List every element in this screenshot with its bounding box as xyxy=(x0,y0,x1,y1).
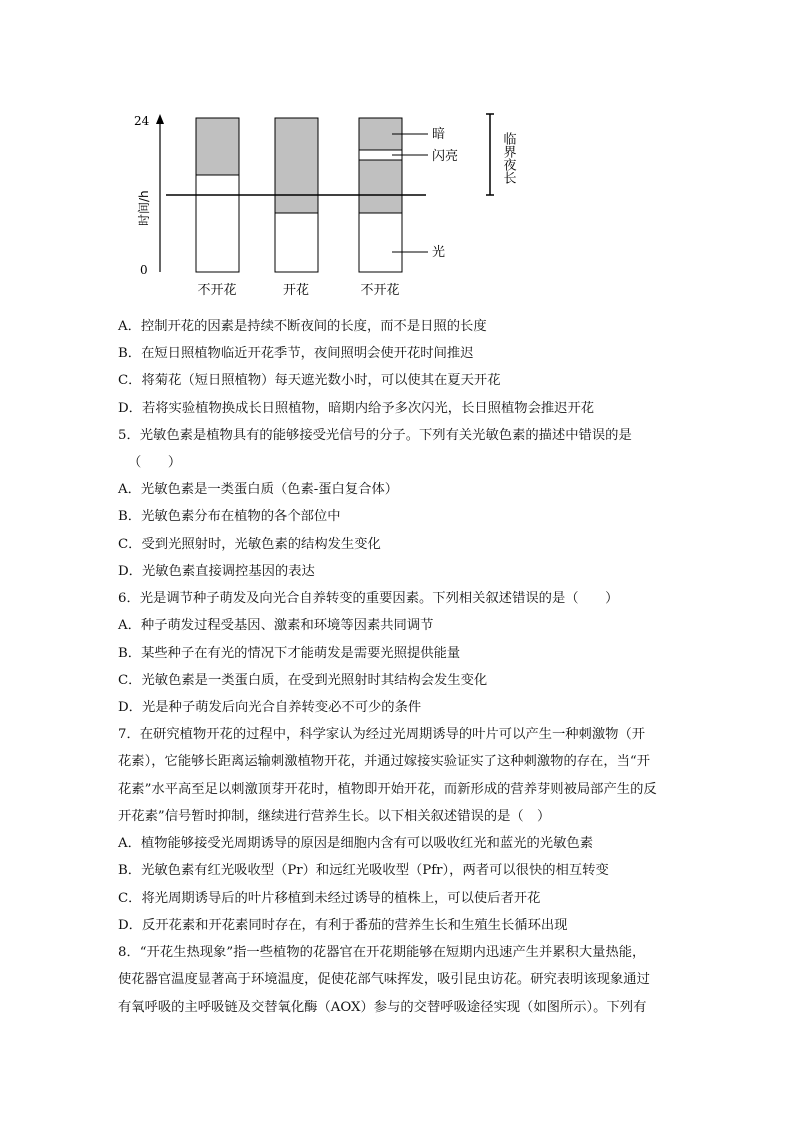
col1-dark xyxy=(196,118,239,175)
figure-svg xyxy=(128,108,548,303)
question-7-stem-4: 开花素”信号暂时抑制，继续进行营养生长。以下相关叙述错误的是（ ） xyxy=(118,809,551,824)
question-5-stem: 5．光敏色素是植物具有的能够接受光信号的分子。下列有关光敏色素的描述中错误的是 xyxy=(118,428,632,443)
y-axis-label: 时间/h xyxy=(137,190,151,226)
y-bottom-tick: 0 xyxy=(140,263,148,277)
q5-option-a: A．光敏色素是一类蛋白质（色素-蛋白复合体） xyxy=(118,482,399,497)
q6-option-d: D．光是种子萌发后向光合自养转变必不可少的条件 xyxy=(118,700,422,715)
question-8-stem-1: 8．“开花生热现象”指一些植物的花器官在开花期能够在短期内迅速产生并累积大量热能， xyxy=(118,945,646,960)
col3-label: 不开花 xyxy=(360,283,400,298)
legend-flash: 闪亮 xyxy=(432,149,459,164)
option-c: C．将菊花（短日照植物）每天遮光数小时，可以使其在夏天开花 xyxy=(118,373,501,388)
question-5-blank: （ ） xyxy=(128,455,182,470)
q7-option-a: A．植物能够接受光周期诱导的原因是细胞内含有可以吸收红光和蓝光的光敏色素 xyxy=(118,836,593,851)
col2-label: 开花 xyxy=(282,283,310,298)
flowering-figure xyxy=(128,108,548,303)
q6-option-c: C．光敏色素是一类蛋白质，在受到光照射时其结构会发生变化 xyxy=(118,673,488,688)
option-b: B．在短日照植物临近开花季节，夜间照明会使开花时间推迟 xyxy=(118,346,474,361)
q7-option-b: B．光敏色素有红光吸收型（Pr）和远红光吸收型（Pfr），两者可以很快的相互转变 xyxy=(118,863,609,878)
col2-light xyxy=(275,213,318,272)
col2-dark xyxy=(275,118,318,213)
question-7-stem-3: 花素”水平高至足以刺激顶芽开花时，植物即开始开花，而新形成的营养芽则被局部产生的反 xyxy=(118,782,657,797)
q6-option-a: A．种子萌发过程受基因、激素和环境等因素共同调节 xyxy=(118,618,434,633)
y-axis-arrow xyxy=(156,114,164,124)
legend-dark: 暗 xyxy=(432,127,446,142)
col1-label: 不开花 xyxy=(197,283,237,298)
col3-dark-bottom xyxy=(359,160,402,213)
question-6-stem: 6．光是调节种子萌发及向光合自养转变的重要因素。下列相关叙述错误的是（ ） xyxy=(118,591,619,606)
option-d: D．若将实验植物换成长日照植物，暗期内给予多次闪光，长日照植物会推迟开花 xyxy=(118,401,595,416)
critical-night-label: 临界夜长 xyxy=(500,132,516,184)
q6-option-b: B．某些种子在有光的情况下才能萌发是需要光照提供能量 xyxy=(118,646,461,661)
q7-option-d: D．反开花素和开花素同时存在，有利于番茄的营养生长和生殖生长循环出现 xyxy=(118,918,568,933)
y-top-tick: 24 xyxy=(134,114,150,128)
q5-option-d: D．光敏色素直接调控基因的表达 xyxy=(118,564,315,579)
q5-option-c: C．受到光照射时，光敏色素的结构发生变化 xyxy=(118,537,381,552)
col3-light xyxy=(359,213,402,272)
col1-light xyxy=(196,175,239,272)
question-8-stem-3: 有氧呼吸的主呼吸链及交替氧化酶（AOX）参与的交替呼吸途径实现（如图所示）。下列有 xyxy=(118,1000,647,1015)
legend-light: 光 xyxy=(432,245,446,260)
q7-option-c: C．将光周期诱导后的叶片移植到未经过诱导的植株上，可以使后者开花 xyxy=(118,891,541,906)
q5-option-b: B．光敏色素分布在植物的各个部位中 xyxy=(118,509,341,524)
question-7-stem-1: 7．在研究植物开花的过程中，科学家认为经过光周期诱导的叶片可以产生一种刺激物（开 xyxy=(118,727,646,742)
option-a: A．控制开花的因素是持续不断夜间的长度，而不是日照的长度 xyxy=(118,319,487,334)
question-8-stem-2: 使花器官温度显著高于环境温度，促使花部气味挥发，吸引昆虫访花。研究表明该现象通过 xyxy=(118,972,650,987)
question-7-stem-2: 花素），它能够长距离运输刺激植物开花，并通过嫁接实验证实了这种刺激物的存在，当“开 xyxy=(118,754,651,769)
